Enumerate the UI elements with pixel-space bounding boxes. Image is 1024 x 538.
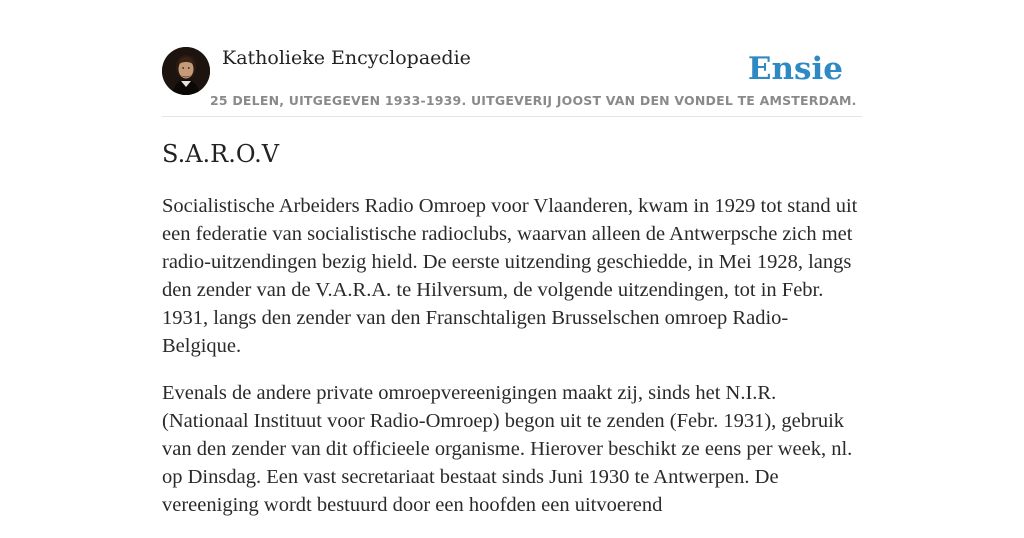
article-body xyxy=(162,192,862,538)
page-container xyxy=(162,0,862,516)
publication-avatar[interactable] xyxy=(162,47,210,95)
publication-title[interactable]: Katholieke Encyclopaedie xyxy=(222,47,471,69)
publication-header xyxy=(162,0,862,117)
article-paragraph: Evenals de andere private omroepvereenigingen maakt zij, sinds het N.I.R. (Nationaal Instituut voor Radio-Omroep) begon uit te zenden (Febr. 1931), gebruik van den zender van dit officieele organisme. Hierover beschikt ze eens per week, nl. op Dinsdag. Een vast secretariaat bestaat sinds Juni 1930 te Antwerpen. De vereeniging wordt bestuurd door een hoofden een uitvoerend xyxy=(162,382,853,516)
brand-logo-link[interactable]: Ensie xyxy=(747,51,843,87)
portrait-avatar-icon xyxy=(162,47,210,95)
article-title: S.A.R.O.V xyxy=(162,140,280,168)
publication-subtitle: 25 DELEN, UITGEGEVEN 1933-1939. UITGEVERIJ JOOST VAN DEN VONDEL TE AMSTERDAM. xyxy=(210,93,857,108)
article-paragraph: Socialistische Arbeiders Radio Omroep voor Vlaanderen, kwam in 1929 tot stand uit een federatie van socialistische radioclubs, waarvan alleen de Antwerpsche zich met radio-uitzendingen bezig hield. De eerste uitzending geschiedde, in Mei 1928, langs den zender van de V.A.R.A. te Hilversum, de volgende uitzendingen, tot in Febr. 1931, langs den zender van den Franschtaligen Brusselschen omroep Radio-Belgique. xyxy=(162,195,858,357)
